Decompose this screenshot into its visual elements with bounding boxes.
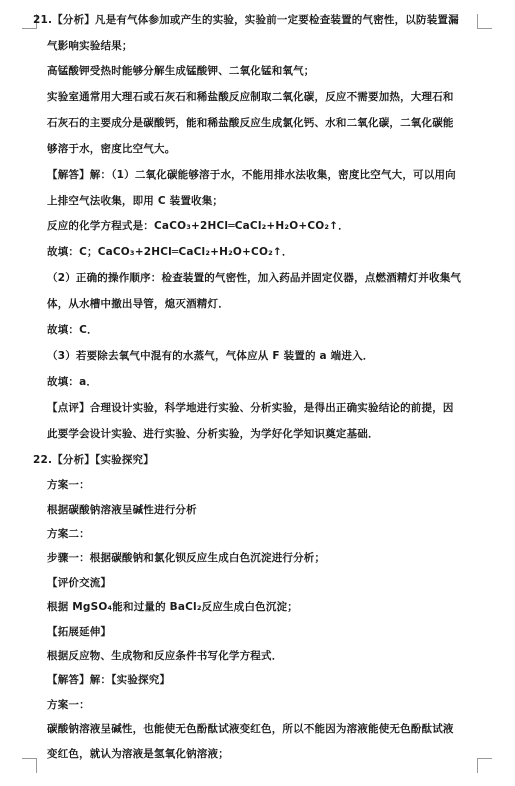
text-line: 上排空气法收集，即用 C 装置收集； (47, 195, 224, 207)
text-line: 体，从水槽中撤出导管，熄灭酒精灯． (47, 298, 229, 310)
text-line: 变红色，就认为溶液是氢氧化钠溶液； (47, 748, 229, 760)
text-line: 【拓展延伸】 (47, 626, 112, 638)
text-line: 方案一： (47, 479, 90, 491)
text-line: （3）若要除去氧气中混有的水蒸气，气体应从 F 装置的 a 端进入． (47, 350, 374, 362)
text-line: 根据 MgSO₄能和过量的 BaCl₂反应生成白色沉淀； (47, 601, 298, 613)
text-line: 石灰石的主要成分是碳酸钙，能和稀盐酸反应生成氯化钙、水和二氧化碳，二氧化碳能 (47, 117, 454, 129)
text-line: （2）正确的操作顺序：检查装置的气密性，加入药品并固定仪器，点燃酒精灯并收集气 (47, 272, 462, 284)
text-line: 根据碳酸钠溶液呈碱性进行分析 (47, 504, 197, 516)
text-line: 故填：C；CaCO₃+2HCl═CaCl₂+H₂O+CO₂↑． (47, 246, 293, 258)
text-line: 方案一： (47, 699, 90, 711)
text-line: 21.【分析】凡是有气体参加或产生的实验，实验前一定要检查装置的气密性，以防装置漏 (33, 14, 459, 26)
text-line: 实验室通常用大理石或石灰石和稀盐酸反应制取二氧化碳，反应不需要加热，大理石和 (47, 91, 454, 103)
text-line: 故填：a． (47, 376, 98, 388)
text-line: 碳酸钠溶液呈碱性，也能使无色酚酞试液变红色，所以不能因为溶液能使无色酚酞试液 (47, 723, 454, 735)
text-line: 反应的化学方程式是：CaCO₃+2HCl═CaCl₂+H₂O+CO₂↑． (47, 220, 349, 232)
text-line: 气影响实验结果； (47, 40, 133, 52)
text-line: 方案二： (47, 528, 90, 540)
text-line: 故填：C． (47, 324, 98, 336)
text-line: 高锰酸钾受热时能够分解生成锰酸钾、二氧化锰和氧气； (47, 65, 315, 77)
text-line: 【点评】合理设计实验，科学地进行实验、分析实验，是得出正确实验结论的前提，因 (47, 402, 454, 414)
text-line: 【评价交流】 (47, 577, 112, 589)
text-line: 22.【分析】【实验探究】 (33, 454, 154, 466)
text-line: 【解答】解：（1）二氧化碳能够溶于水，不能用排水法收集，密度比空气大，可以用向 (47, 169, 456, 181)
crop-mark-bottom-left (22, 758, 37, 773)
text-line: 够溶于水，密度比空气大。 (47, 143, 176, 155)
text-line: 根据反应物、生成物和反应条件书写化学方程式． (47, 650, 283, 662)
text-line: 步骤一：根据碳酸钠和氯化钡反应生成白色沉淀进行分析； (47, 552, 326, 564)
crop-mark-top-right (477, 14, 492, 29)
text-line: 【解答】解：【实验探究】 (47, 674, 171, 686)
crop-mark-bottom-right (477, 758, 492, 773)
text-line: 此要学会设计实验、进行实验、分析实验，为学好化学知识奠定基础． (47, 428, 379, 440)
